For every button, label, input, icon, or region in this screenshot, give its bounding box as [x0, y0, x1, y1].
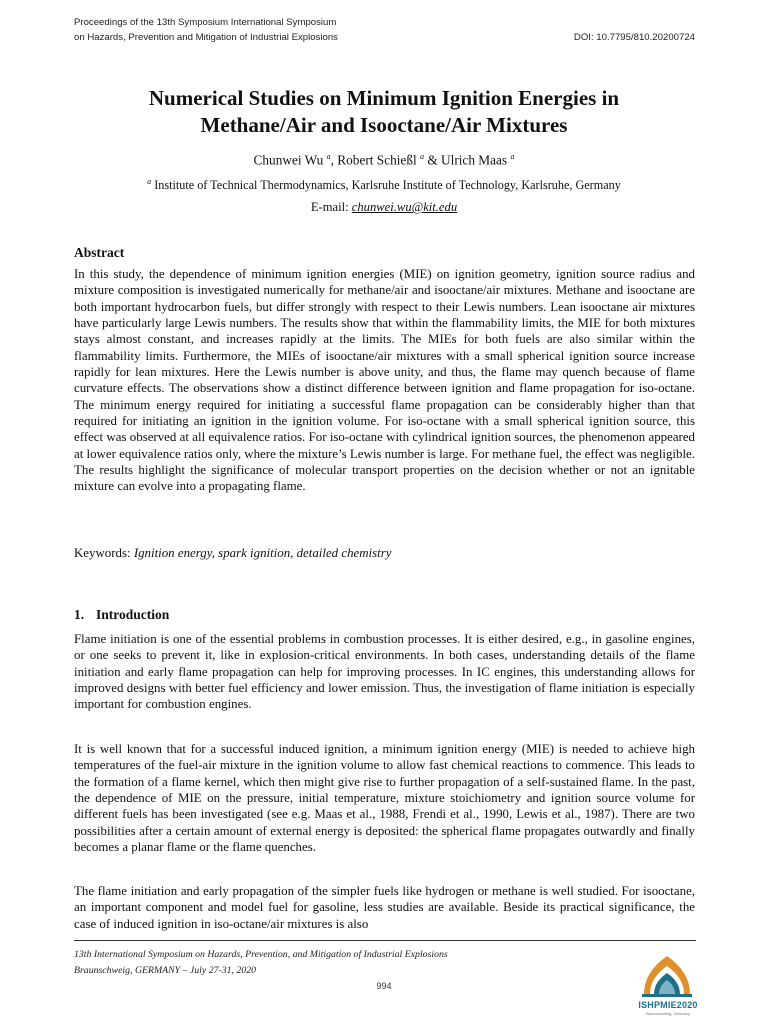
title-line-1: Numerical Studies on Minimum Ignition Energies in: [148, 86, 620, 110]
author-name: Chunwei Wu: [253, 152, 324, 168]
email-line: [0, 200, 768, 215]
section-number: 1.: [74, 607, 85, 622]
affiliation-mark: a: [147, 177, 152, 186]
title-line-2: Methane/Air and Isooctane/Air Mixtures: [200, 113, 568, 137]
author-name: Robert Schießl: [337, 152, 417, 168]
abstract-text: In this study, the dependence of minimum ignition energies (MIE) on ignition geometry, ignition source radius and mixture composition is investigated numerically for methane/air and isooctane/air mixtures. Methane and isooctane are both important hydrocarbon fuels, but differ strongly with respect to their Lewis numbers. Lean isooctane air mixtures have particularly large Lewis numbers. The results show that within the flammability limits, the MIE for both mixtures stays almost constant, and increases rapidly at the limits. The MIEs for both fuels are also similar within the flammability limits. Furthermore, the MIEs of isooctane/air mixtures with a small spherical ignition source increase rapidly for lean mixtures. Here the Lewis number is above unity, and thus, the flame may quench because of flame curvature effects. The observations show a distinct difference between ignition and flame propagation for iso-octane. The minimum energy required for initiating a successful flame propagation can be considerably higher than that required for initiating an ignition in the ignition volume. For iso-octane with a small spherical ignition source, this effect was observed at all equivalence ratios. For iso-octane with cylindrical ignition sources, the phenomenon appeared at lower equivalence ratios only, where the mixture’s Lewis number is large. For methane fuel, the effect was negligible. The results highlight the significance of molecular transport properties on the decision whether or not an ignitable mixture can evolve into a propagating flame.: [74, 267, 695, 494]
header-line-2: on Hazards, Prevention and Mitigation of Industrial Explosions: [74, 32, 338, 43]
logo-base: [642, 994, 692, 997]
author-name: Ulrich Maas: [441, 152, 508, 168]
keywords: [74, 545, 695, 561]
footer-divider: [74, 940, 696, 941]
logo-text: ISHPMIE2020: [638, 1000, 698, 1010]
author-affil-mark: a: [326, 152, 331, 161]
affiliation: [0, 177, 768, 193]
paper-title: [60, 85, 708, 139]
affiliation-text: Institute of Technical Thermodynamics, Karlsruhe Institute of Technology, Karlsruhe, Germany: [154, 178, 621, 193]
intro-paragraph-3: The flame initiation and early propagation of the simpler fuels like hydrogen or methane is well studied. For isooctane, an important component and model fuel for gasoline, less studies are available. Beside its practical significance, the case of induced ignition in iso-octane/air mixtures is also: [74, 884, 695, 931]
author-affil-mark: a: [420, 152, 425, 161]
abstract-heading: Abstract: [74, 245, 125, 260]
footer: [74, 947, 448, 979]
author-separator: ,: [330, 152, 338, 168]
section-title: Introduction: [96, 607, 170, 622]
author-list: [0, 152, 768, 168]
logo-subtext: Braunschweig, Germany: [646, 1011, 690, 1016]
doi: DOI: 10.7795/810.20200724: [573, 32, 695, 43]
email-link[interactable]: chunwei.wu@kit.edu: [351, 200, 458, 214]
keywords-text: Ignition energy, spark ignition, detailed chemistry: [133, 546, 392, 560]
running-header: [74, 15, 695, 45]
keywords-label: Keywords:: [74, 546, 131, 560]
page-number: 994: [376, 981, 392, 991]
header-line-1: Proceedings of the 13th Symposium International Symposium: [74, 17, 337, 28]
intro-paragraph-2: It is well known that for a successful induced ignition, a minimum ignition energy (MIE) is needed to achieve high temperatures of the fuel-air mixture in the ignition volume to allow fast chemical reactions to commence. This leads to the formation of a flame kernel, which then might give rise to further propagation of a self-sustained flame. In the past, the dependence of MIE on the pressure, initial temperature, mixture stoichiometry and ignition source volume for different fuels has been investigated (see e.g. Maas et al., 1988, Frendi et al., 1990, Lewis et al., 1987). There are two possibilities after a certain amount of external energy is deposited: the spherical flame propagates outwardly and finally becomes a planar flame or the flame quenches.: [74, 742, 695, 855]
author-affil-mark: a: [510, 152, 515, 161]
author-separator: &: [424, 152, 442, 168]
footer-line-1: 13th International Symposium on Hazards, Prevention, and Mitigation of Industrial Explosions: [74, 949, 448, 960]
section-heading-introduction: [74, 607, 169, 623]
footer-line-2: Braunschweig, GERMANY – July 27-31, 2020: [74, 965, 257, 976]
email-label: E-mail:: [310, 200, 349, 214]
intro-paragraph-1: Flame initiation is one of the essential problems in combustion processes. It is either desired, e.g., in gasoline engines, or one seeks to prevent it, like in explosion-critical environments. In both cases, understanding details of the flame initiation and early flame propagation can help for improving processes. In IC engines, this understanding allows for improved designs with better fuel efficiency and lower emission. Thus, the investigation of flame initiation is especially important for combustion engines.: [74, 632, 695, 712]
